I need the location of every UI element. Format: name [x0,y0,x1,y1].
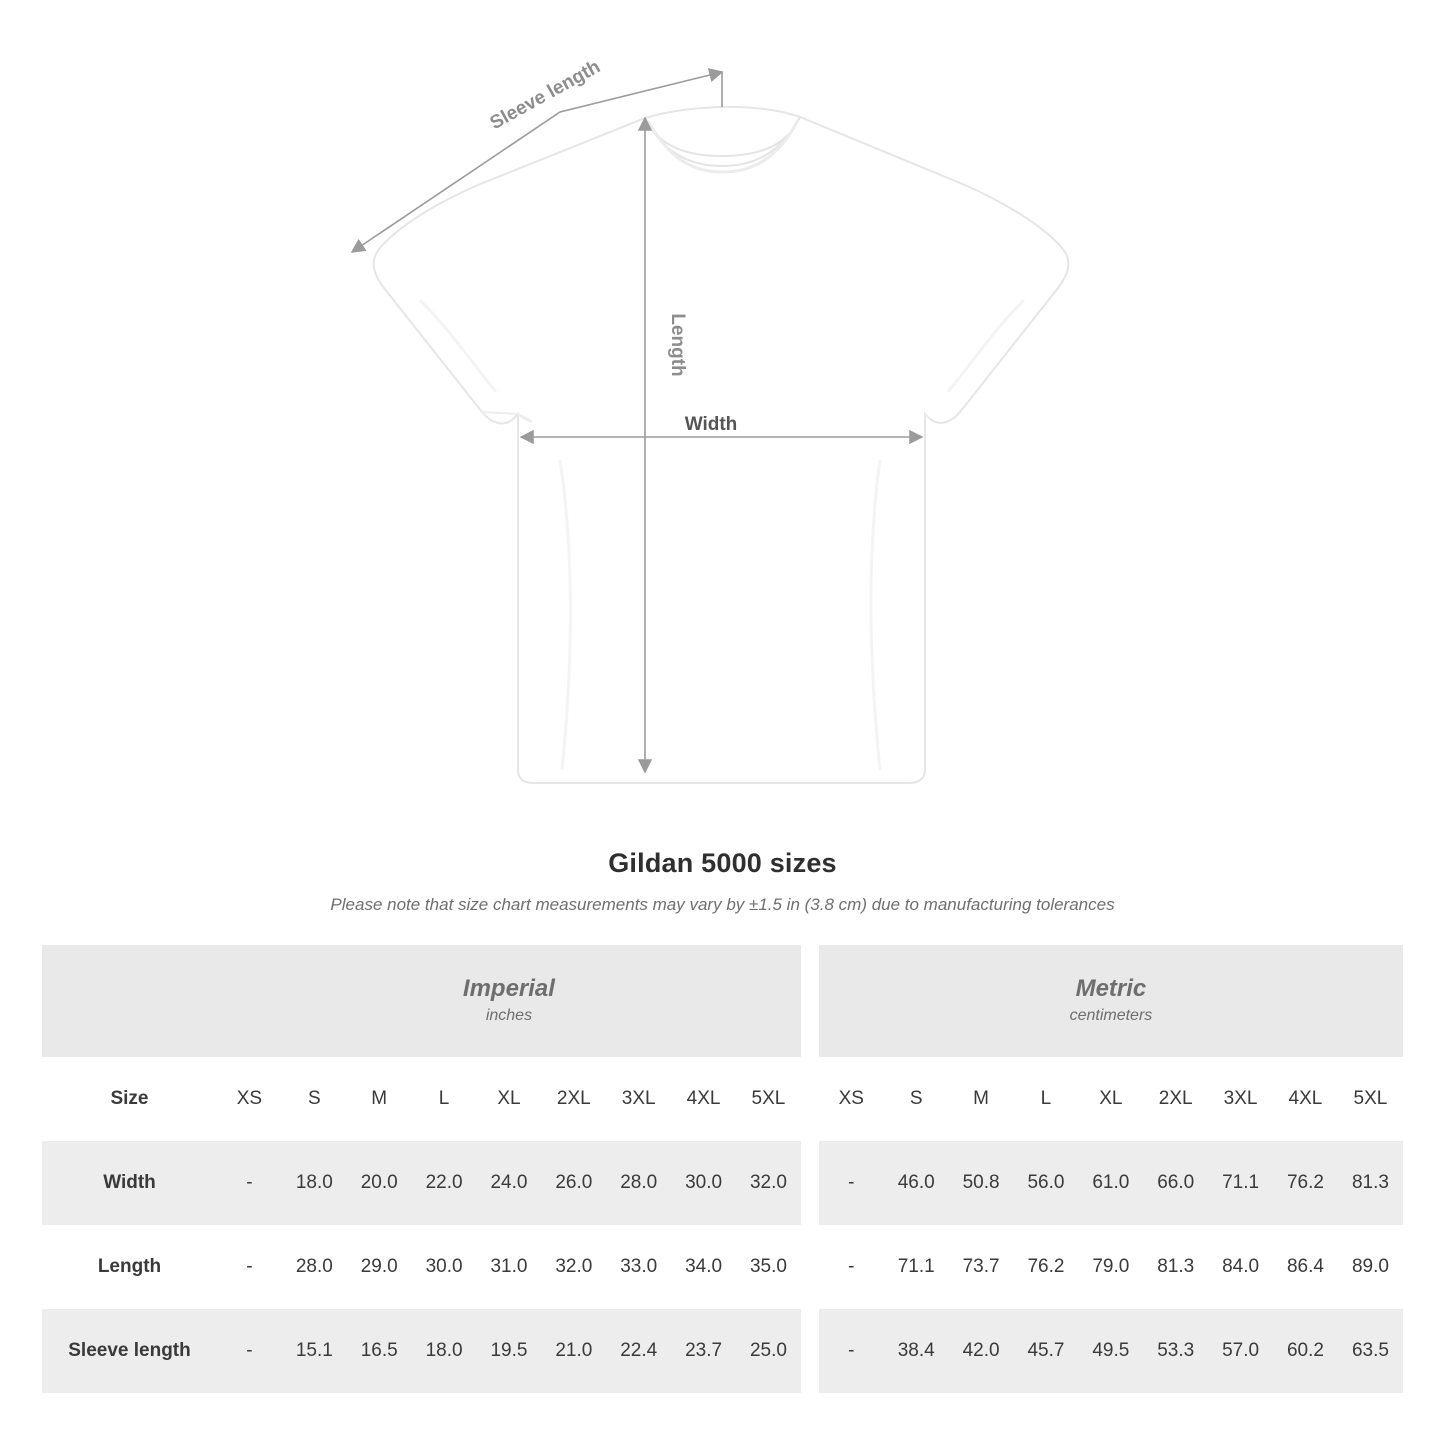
cell-imperial-5xl: 25.0 [736,1309,801,1393]
metric-header [819,945,1403,1057]
cell-metric-2xl: 81.3 [1143,1225,1208,1309]
size-header-metric-4xl: 4XL [1273,1057,1338,1141]
size-header-imperial-xl: XL [477,1057,542,1141]
size-header-metric-2xl: 2XL [1143,1057,1208,1141]
cell-metric-4xl: 60.2 [1273,1309,1338,1393]
size-header-label: Size [42,1057,217,1141]
cell-imperial-3xl: 33.0 [606,1225,671,1309]
cell-metric-s: 71.1 [884,1225,949,1309]
cell-metric-xl: 79.0 [1078,1225,1143,1309]
cell-imperial-2xl: 21.0 [541,1309,606,1393]
cell-imperial-4xl: 23.7 [671,1309,736,1393]
cell-imperial-s: 28.0 [282,1225,347,1309]
cell-metric-xl: 49.5 [1078,1309,1143,1393]
cell-imperial-xl: 19.5 [477,1309,542,1393]
size-table [42,945,1403,1393]
size-header-imperial-s: S [282,1057,347,1141]
size-header-metric-5xl: 5XL [1338,1057,1403,1141]
size-table-body [42,1141,1403,1393]
cell-metric-xs: - [819,1225,884,1309]
cell-imperial-s: 18.0 [282,1141,347,1225]
cell-metric-l: 56.0 [1014,1141,1079,1225]
size-header-metric-3xl: 3XL [1208,1057,1273,1141]
cell-metric-l: 45.7 [1014,1309,1079,1393]
row-label-sleeve-length: Sleeve length [42,1309,217,1393]
table-row [42,1225,1403,1309]
size-header-metric-xs: XS [819,1057,884,1141]
cell-imperial-l: 30.0 [412,1225,477,1309]
cell-metric-xs: - [819,1309,884,1393]
cell-imperial-5xl: 35.0 [736,1225,801,1309]
page-title: Gildan 5000 sizes [608,848,837,878]
units-spacer [42,945,217,1057]
size-header-imperial-xs: XS [217,1057,282,1141]
cell-imperial-m: 29.0 [347,1225,412,1309]
tolerance-note: Please note that size chart measurements may vary by ±1.5 in (3.8 cm) due to manufacturing tolerances [330,895,1115,914]
cell-metric-s: 38.4 [884,1309,949,1393]
cell-metric-3xl: 71.1 [1208,1141,1273,1225]
cell-imperial-xl: 31.0 [477,1225,542,1309]
cell-metric-4xl: 86.4 [1273,1225,1338,1309]
metric-sub: centimeters [1069,1007,1153,1024]
row-gap [801,1141,819,1225]
cell-imperial-s: 15.1 [282,1309,347,1393]
tshirt-shape [374,107,1069,783]
cell-imperial-2xl: 26.0 [541,1141,606,1225]
cell-imperial-l: 18.0 [412,1309,477,1393]
table-row [42,1309,1403,1393]
cell-metric-xl: 61.0 [1078,1141,1143,1225]
cell-metric-m: 42.0 [949,1309,1014,1393]
cell-metric-5xl: 89.0 [1338,1225,1403,1309]
cell-metric-5xl: 81.3 [1338,1141,1403,1225]
cell-imperial-xl: 24.0 [477,1141,542,1225]
size-header-imperial-4xl: 4XL [671,1057,736,1141]
cell-imperial-xs: - [217,1141,282,1225]
size-table-wrap [42,945,1403,1393]
cell-metric-xs: - [819,1141,884,1225]
cell-imperial-2xl: 32.0 [541,1225,606,1309]
size-header-metric-xl: XL [1078,1057,1143,1141]
length-label: Length [667,313,688,377]
row-gap [801,1225,819,1309]
cell-imperial-5xl: 32.0 [736,1141,801,1225]
width-label: Width [684,414,738,435]
size-header-metric-l: L [1014,1057,1079,1141]
cell-metric-l: 76.2 [1014,1225,1079,1309]
cell-metric-s: 46.0 [884,1141,949,1225]
units-gap [801,945,819,1057]
units-header-row [42,945,1403,1057]
imperial-sub: inches [485,1007,533,1024]
cell-metric-4xl: 76.2 [1273,1141,1338,1225]
cell-metric-3xl: 57.0 [1208,1309,1273,1393]
cell-imperial-m: 20.0 [347,1141,412,1225]
cell-metric-m: 50.8 [949,1141,1014,1225]
cell-metric-5xl: 63.5 [1338,1309,1403,1393]
size-header-imperial-m: M [347,1057,412,1141]
sleeve-length-label: Sleeve length [486,56,604,135]
title-block [0,848,1445,915]
row-label-width: Width [42,1141,217,1225]
cell-metric-2xl: 66.0 [1143,1141,1208,1225]
table-row [42,1141,1403,1225]
cell-imperial-4xl: 34.0 [671,1225,736,1309]
cell-imperial-3xl: 22.4 [606,1309,671,1393]
imperial-name: Imperial [462,975,555,1002]
size-header-row [42,1057,1403,1141]
cell-imperial-xs: - [217,1309,282,1393]
size-header-gap [801,1057,819,1141]
imperial-header [217,945,801,1057]
size-header-imperial-3xl: 3XL [606,1057,671,1141]
cell-metric-m: 73.7 [949,1225,1014,1309]
row-label-length: Length [42,1225,217,1309]
size-header-metric-m: M [949,1057,1014,1141]
cell-imperial-4xl: 30.0 [671,1141,736,1225]
size-header-metric-s: S [884,1057,949,1141]
size-header-imperial-5xl: 5XL [736,1057,801,1141]
cell-imperial-m: 16.5 [347,1309,412,1393]
row-gap [801,1309,819,1393]
cell-metric-2xl: 53.3 [1143,1309,1208,1393]
size-header-imperial-l: L [412,1057,477,1141]
cell-imperial-l: 22.0 [412,1141,477,1225]
cell-imperial-xs: - [217,1225,282,1309]
metric-name: Metric [1075,975,1147,1002]
cell-metric-3xl: 84.0 [1208,1225,1273,1309]
size-header-imperial-2xl: 2XL [541,1057,606,1141]
cell-imperial-3xl: 28.0 [606,1141,671,1225]
